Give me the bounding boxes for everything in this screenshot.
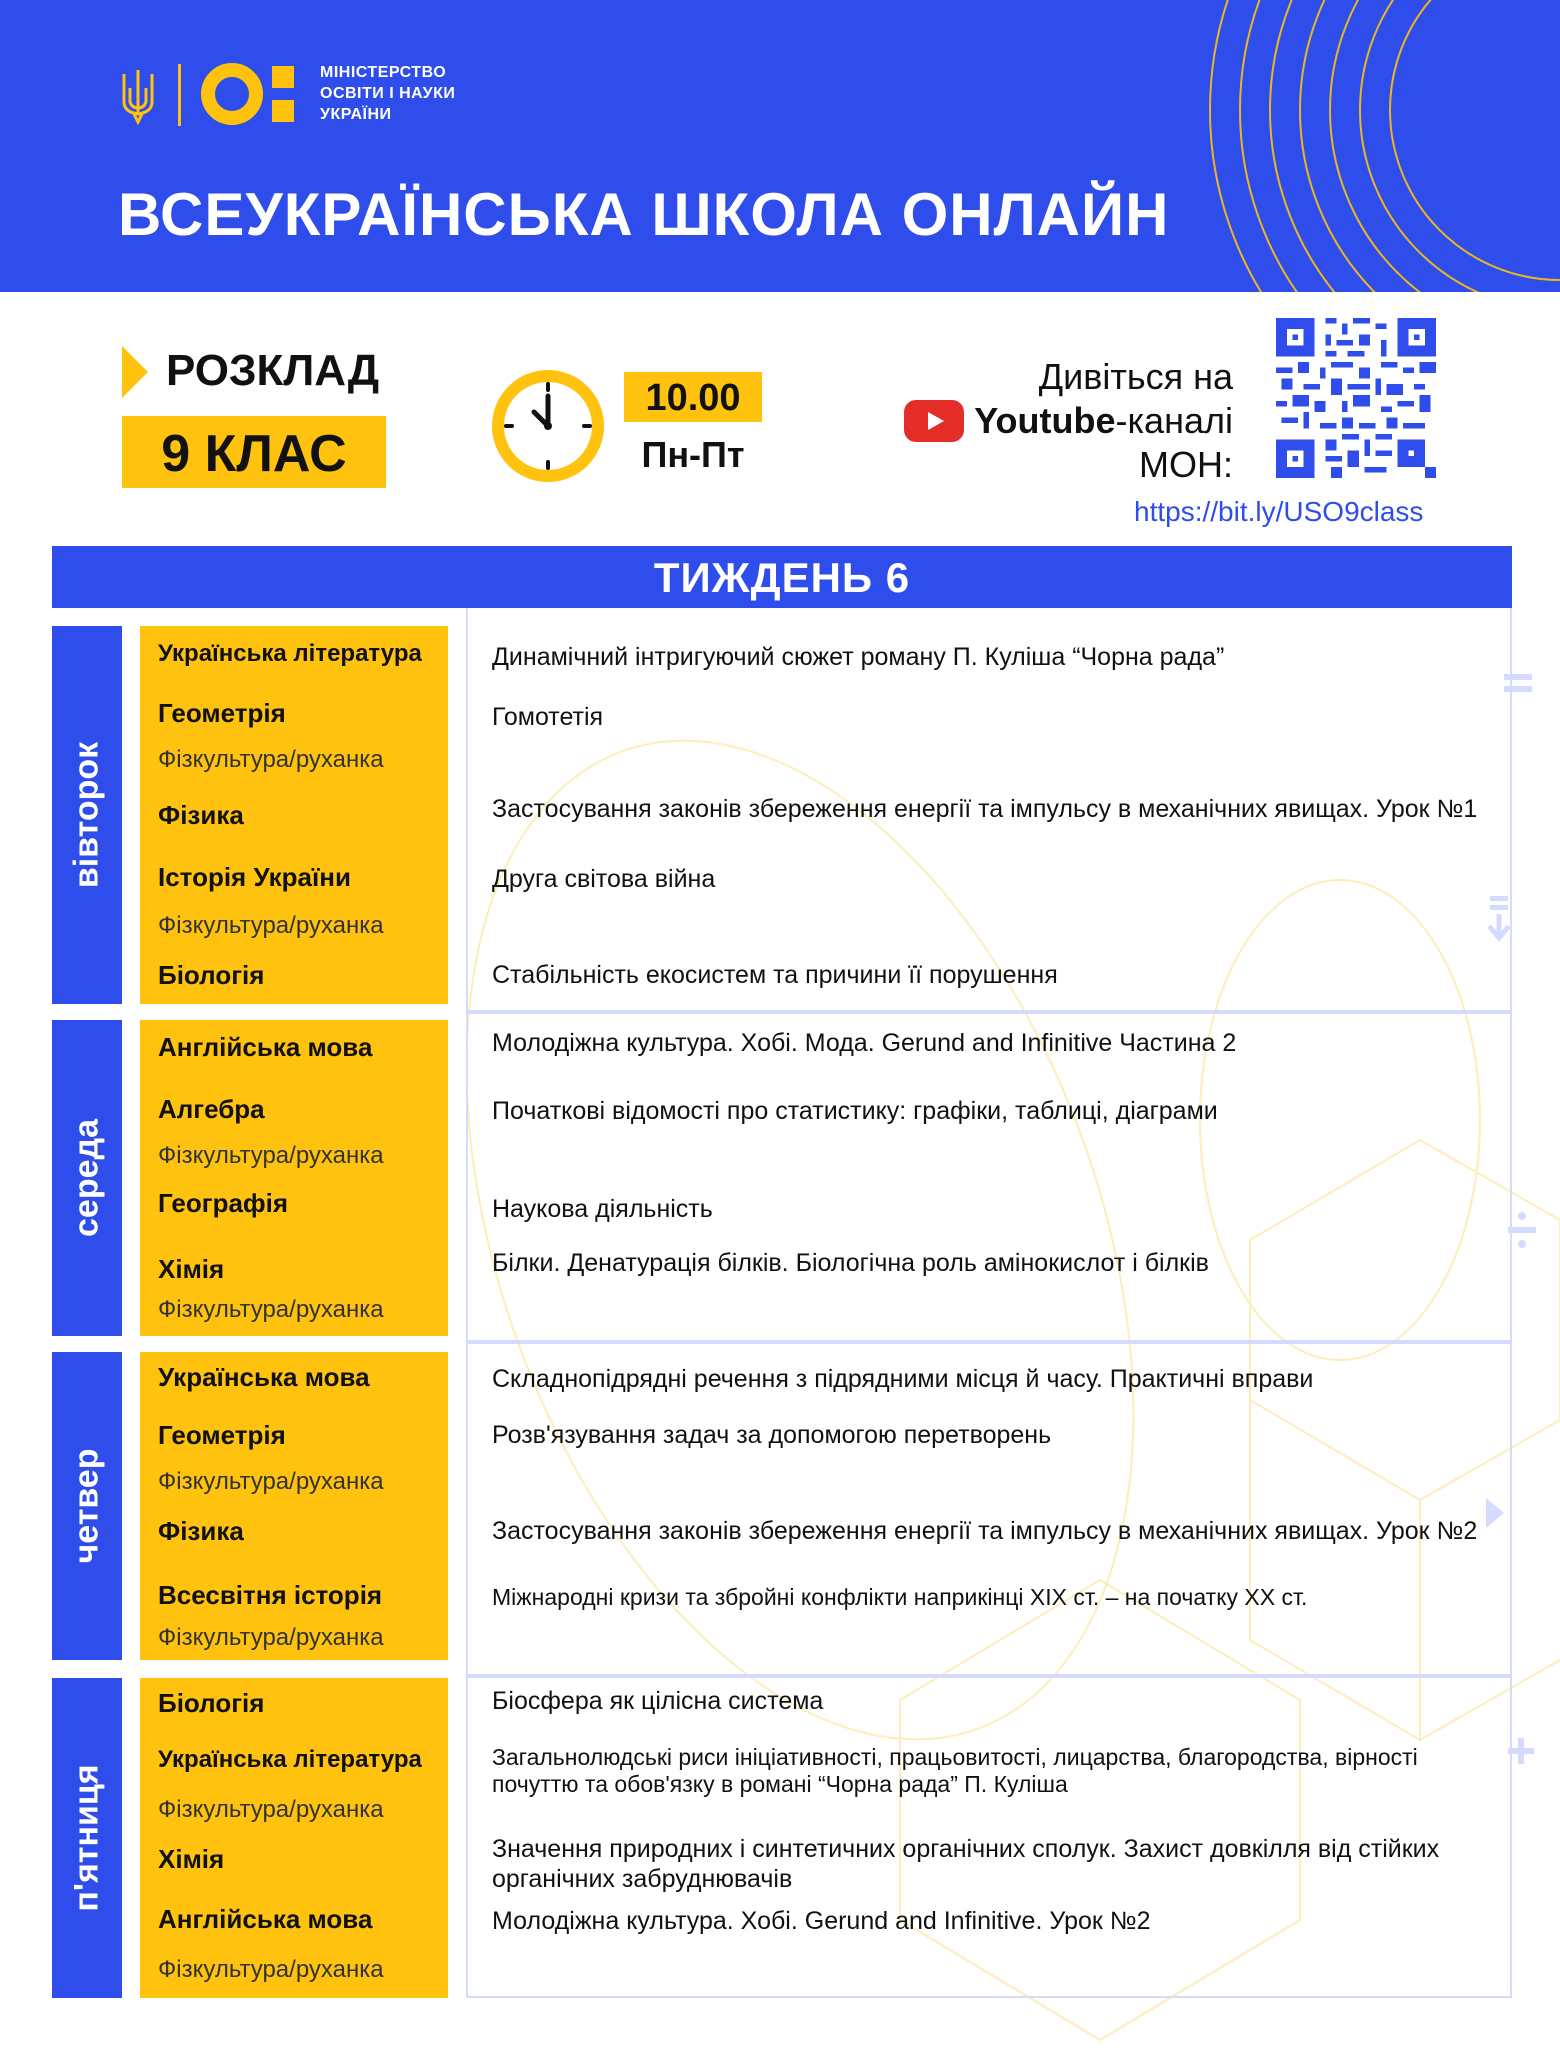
subject-item: Англійська мова: [158, 1032, 373, 1062]
subjects-thursday: [140, 1352, 448, 1660]
subject-item: Історія України: [158, 862, 351, 892]
broadcast-days: Пн-Пт: [641, 434, 745, 475]
subjects-tuesday: [140, 626, 448, 1004]
subject-item: Фізкультура/руханка: [158, 746, 384, 773]
page-title: ВСЕУКРАЇНСЬКА ШКОЛА ОНЛАЙН: [118, 181, 1170, 248]
grade-label: 9 КЛАС: [161, 425, 347, 483]
subject-item: Фізкультура/руханка: [158, 1468, 384, 1495]
channel-suffix: -каналі: [1115, 400, 1233, 441]
subjects-friday: [140, 1678, 448, 1998]
schedule-label: РОЗКЛАД: [166, 346, 380, 395]
subject-item: Фізкультура/руханка: [158, 1956, 384, 1983]
header-banner: [0, 0, 1560, 292]
topic-item: Наукова діяльність: [492, 1195, 713, 1223]
play-icon: [1484, 1496, 1506, 1530]
topic-item: Друга світова війна: [492, 865, 716, 893]
topics-wednesday: [466, 1012, 1512, 1342]
subject-item: Всесвітня історія: [158, 1580, 383, 1610]
topic-item: Молодіжна культура. Хобі. Gerund and Infinitive. Урок №2: [492, 1907, 1151, 1935]
subjects-wednesday: [140, 1020, 448, 1336]
youtube-line: [904, 399, 1233, 443]
watch-line-1: Дивіться на: [1038, 356, 1233, 397]
logo-divider: [178, 64, 181, 126]
topic-item: Динамічний інтригуючий сюжет роману П. Куліша “Чорна рада”: [492, 643, 1225, 671]
divide-icon: [1506, 1210, 1538, 1250]
subject-item: Українська література: [158, 1746, 422, 1773]
day-label: вівторок: [67, 741, 106, 889]
subject-item: Фізкультура/руханка: [158, 912, 384, 939]
topic-item: Початкові відомості про статистику: графіки, таблиці, діаграми: [492, 1097, 1218, 1125]
subject-item: Українська література: [158, 640, 422, 667]
subject-item: Геометрія: [158, 698, 286, 728]
subject-item: Алгебра: [158, 1094, 265, 1124]
trident-emblem-icon: [118, 66, 158, 126]
plus-icon: [1506, 1736, 1536, 1766]
subject-item: Біологія: [158, 1688, 265, 1718]
topic-item: Складнопідрядні речення з підрядними місця й часу. Практичні вправи: [492, 1365, 1314, 1393]
down-arrow-icon: [1484, 896, 1514, 942]
grade-badge: [122, 416, 386, 488]
subject-item: Фізкультура/руханка: [158, 1624, 384, 1651]
broadcast-time: 10.00: [645, 377, 741, 419]
topic-item: Застосування законів збереження енергії та імпульсу в механічних явищах. Урок №2: [492, 1517, 1478, 1545]
watch-line-3: МОН:: [1139, 444, 1233, 485]
topic-item: Розв'язування задач за допомогою перетворень: [492, 1421, 1052, 1449]
subject-item: Фізика: [158, 1516, 244, 1546]
mon-logo-icon: [200, 62, 306, 126]
time-badge: [624, 372, 762, 422]
day-label: п'ятниця: [67, 1764, 106, 1912]
topics-tuesday: [466, 608, 1512, 1012]
topic-item: Молодіжна культура. Хобі. Мода. Gerund and Infinitive Частина 2: [492, 1029, 1237, 1057]
topic-item: Біосфера як цілісна система: [492, 1687, 824, 1715]
youtube-icon: [904, 400, 964, 442]
subject-item: Фізика: [158, 800, 244, 830]
subject-item: Біологія: [158, 960, 265, 990]
topics-friday: [466, 1676, 1512, 1998]
ministry-name: МІНІСТЕРСТВО ОСВІТИ І НАУКИ УКРАЇНИ: [320, 64, 456, 123]
subject-item: Англійська мова: [158, 1904, 373, 1934]
day-label: середа: [67, 1119, 106, 1237]
subject-item: Хімія: [158, 1844, 225, 1874]
topics-thursday: [466, 1342, 1512, 1676]
subject-item: Фізкультура/руханка: [158, 1796, 384, 1823]
topic-item: Значення природних і синтетичних органічних сполук. Захист довкілля від стійких органічних забруднювачів: [492, 1835, 1440, 1893]
day-label: четвер: [67, 1448, 106, 1564]
day-tab-friday: [52, 1678, 122, 1998]
day-tab-wednesday: [52, 1020, 122, 1336]
subject-item: Хімія: [158, 1254, 225, 1284]
topic-item: Стабільність екосистем та причини її порушення: [492, 961, 1058, 989]
watch-info: [904, 355, 1233, 487]
topic-item: Гомотетія: [492, 703, 604, 731]
week-title: ТИЖДЕНЬ 6: [653, 554, 911, 601]
day-tab-thursday: [52, 1352, 122, 1660]
youtube-brand: Youtube: [974, 400, 1116, 441]
channel-url-link[interactable]: https://bit.ly/USO9class: [1134, 496, 1424, 527]
subject-item: Фізкультура/руханка: [158, 1142, 384, 1169]
topic-item: Загальнолюдські риси ініціативності, працьовитості, лицарства, благородства, вірності почуттю та обов'язку в романі “Чорна рада” П. Куліша: [492, 1744, 1418, 1797]
day-tab-tuesday: [52, 626, 122, 1004]
subject-item: Геометрія: [158, 1420, 286, 1450]
clock-icon: [490, 368, 606, 484]
subject-item: Географія: [158, 1188, 289, 1218]
topic-item: Застосування законів збереження енергії та імпульсу в механічних явищах. Урок №1: [492, 795, 1478, 823]
arrow-icon: [122, 346, 148, 398]
subject-item: Фізкультура/руханка: [158, 1296, 384, 1323]
topic-item: Міжнародні кризи та збройні конфлікти наприкінці XIX ст. – на початку XX ст.: [492, 1584, 1308, 1610]
topic-item: Білки. Денатурація білків. Біологічна роль амінокислот і білків: [492, 1249, 1209, 1277]
qr-code-icon[interactable]: [1276, 318, 1436, 478]
equals-icon: [1500, 668, 1536, 698]
week-banner: [52, 546, 1512, 608]
subject-item: Українська мова: [158, 1362, 370, 1392]
